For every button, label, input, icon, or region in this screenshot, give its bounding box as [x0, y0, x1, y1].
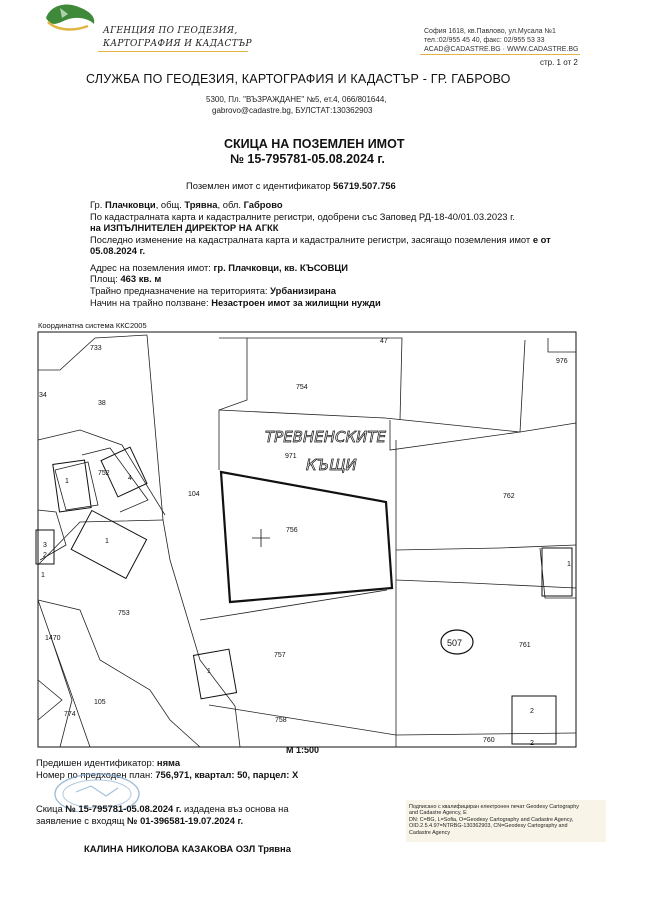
office-name: СЛУЖБА ПО ГЕОДЕЗИЯ, КАРТОГРАФИЯ И КАДАСТЪР - ГР. ГАБРОВО — [86, 72, 511, 86]
identifier-label: Поземлен имот с идентификатор — [186, 180, 331, 191]
parcel-971: 971 — [285, 453, 297, 460]
parcel-733: 733 — [90, 345, 102, 352]
parcel-758: 758 — [275, 717, 287, 724]
map-scale: М 1:500 — [286, 745, 320, 755]
map-approved-text: По кадастралната карта и кадастралните регистри, одобрени със Заповед РД-18-40/01.03.2023 г. — [90, 211, 515, 222]
parcel-boundaries — [38, 335, 576, 747]
issued-post: издадена въз основа на — [184, 803, 289, 814]
agency-name-line1: АГЕНЦИЯ ПО ГЕОДЕЗИЯ, — [103, 26, 238, 36]
location-town: Плачковци — [104, 199, 156, 210]
document-title: СКИЦА НА ПОЗЕМЛЕН ИМОТ — [224, 137, 405, 151]
prev-plan-label: Номер по предходен план: — [36, 769, 153, 780]
issued-number: № 15-795781-05.08.2024 г. — [65, 803, 182, 814]
parcel-1a: 1 — [65, 478, 69, 485]
esign-line-3: DN: C=BG, L=Sofia, O=Geodesy Cartography and Cadastre Agency, — [409, 816, 574, 823]
esign-line-4: OID.2.5.4.97=NTRBG-130362903, CN=Geodesy Cartography and — [409, 823, 568, 830]
parcel-labels — [39, 338, 571, 747]
parcel-1c: 1 — [567, 561, 571, 568]
parcel-1e: 1 — [207, 668, 211, 675]
location-region: Габрово — [243, 199, 283, 210]
issued-prefix: Скица — [36, 803, 63, 814]
contact-phone: тел.:02/955 45 40, факс: 02/955 53 33 — [424, 37, 545, 44]
parcel-38: 38 — [98, 400, 106, 407]
parcel-34: 34 — [39, 392, 47, 399]
issued-line2 — [36, 815, 243, 826]
prev-id-value: няма — [156, 757, 181, 768]
parcel-104: 104 — [188, 491, 200, 498]
office-address: 5300, Пл. "ВЪЗРАЖДАНЕ" №5, ет.4, 066/801644, — [206, 95, 387, 104]
target-parcel-756 — [221, 472, 392, 602]
parcel-753: 753 — [118, 610, 130, 617]
parcel-757: 757 — [274, 652, 286, 659]
watermark-line1: ТРЕВНЕНСКИТЕ — [265, 428, 386, 446]
electronic-seal — [406, 800, 606, 842]
parcel-2b: 2 — [530, 708, 534, 715]
prev-id-label: Предишен идентификатор: — [36, 757, 155, 768]
contact-web: ACAD@CADASTRE.BG · WWW.CADASTRE.BG — [424, 46, 579, 53]
parcel-756: 756 — [286, 527, 298, 534]
issued-line1 — [36, 803, 289, 814]
esign-line-2: and Cadastre Agency, E — [409, 810, 467, 817]
parcel-47: 47 — [380, 338, 388, 345]
block-507-label: 507 — [447, 638, 463, 648]
last-change-text: Последно изменение на кадастралната карта и кадастралните регистри, засягащо поземления имот — [90, 234, 531, 245]
parcel-1b: 1 — [105, 538, 109, 545]
parcel-760: 760 — [483, 737, 495, 744]
last-change-date: 05.08.2024 г. — [90, 245, 146, 256]
parcel-1d: 1 — [41, 572, 45, 579]
identifier-value: 56719.507.756 — [333, 180, 396, 191]
parcel-1470: 1470 — [45, 635, 61, 642]
purpose-label: Трайно предназначение на територията: — [90, 285, 268, 296]
location-sep1: , общ. — [155, 199, 182, 210]
watermark-line2: КЪЩИ — [306, 456, 357, 474]
parcel-4: 4 — [128, 475, 132, 482]
parcel-2a: 2 — [43, 552, 47, 559]
esign-line-5: Cadastre Agency — [409, 829, 451, 836]
location-prefix: Гр. — [90, 199, 103, 210]
parcel-774: 774 — [64, 711, 76, 718]
parcel-2c: 2 — [530, 740, 534, 747]
map-approved-by: на ИЗПЪЛНИТЕЛЕН ДИРЕКТОР НА АГКК — [90, 222, 279, 233]
map-frame — [38, 332, 576, 747]
office-email: gabrovo@cadastre.bg, БУЛСТАТ:130362903 — [212, 106, 373, 115]
area-label: Площ: — [90, 273, 118, 284]
use-value: Незастроен имот за жилищни нужди — [211, 297, 381, 308]
location-sep2: , обл. — [217, 199, 241, 210]
watermark — [265, 428, 387, 474]
use-label: Начин на трайно ползване: — [90, 297, 209, 308]
issued-request-prefix: заявление с входящ — [36, 815, 125, 826]
coord-system-label: Координатна система ККС2005 — [38, 321, 147, 330]
prev-plan-value: 756,971, квартал: 50, парцел: X — [155, 769, 299, 780]
parcel-976: 976 — [556, 358, 568, 365]
esign-line-1: Подписано с квалифициран електронен печат Geodesy Cartography — [409, 804, 579, 810]
parcel-3: 3 — [43, 542, 47, 549]
location-municipality: Трявна — [184, 199, 218, 210]
address-value: гр. Плачковци, кв. КЪСОВЦИ — [213, 262, 348, 273]
parcel-752: 752 — [98, 470, 110, 477]
parcel-105: 105 — [94, 699, 106, 706]
signer-name: КАЛИНА НИКОЛОВА КАЗАКОВА ОЗЛ Трявна — [84, 843, 291, 854]
parcel-754: 754 — [296, 384, 308, 391]
agency-name-line2: КАРТОГРАФИЯ И КАДАСТЪР — [103, 39, 252, 49]
address-label: Адрес на поземления имот: — [90, 262, 211, 273]
document-number: № 15-795781-05.08.2024 г. — [230, 152, 385, 166]
last-change-post: е от — [532, 234, 551, 245]
issued-request: № 01-396581-19.07.2024 г. — [127, 815, 244, 826]
contact-address: София 1618, кв.Павлово, ул.Мусала №1 — [424, 28, 556, 35]
purpose-value: Урбанизирана — [270, 285, 336, 296]
parcel-762: 762 — [503, 493, 515, 500]
page-number: стр. 1 от 2 — [540, 58, 578, 67]
parcel-761: 761 — [519, 642, 531, 649]
area-value: 463 кв. м — [120, 273, 162, 284]
